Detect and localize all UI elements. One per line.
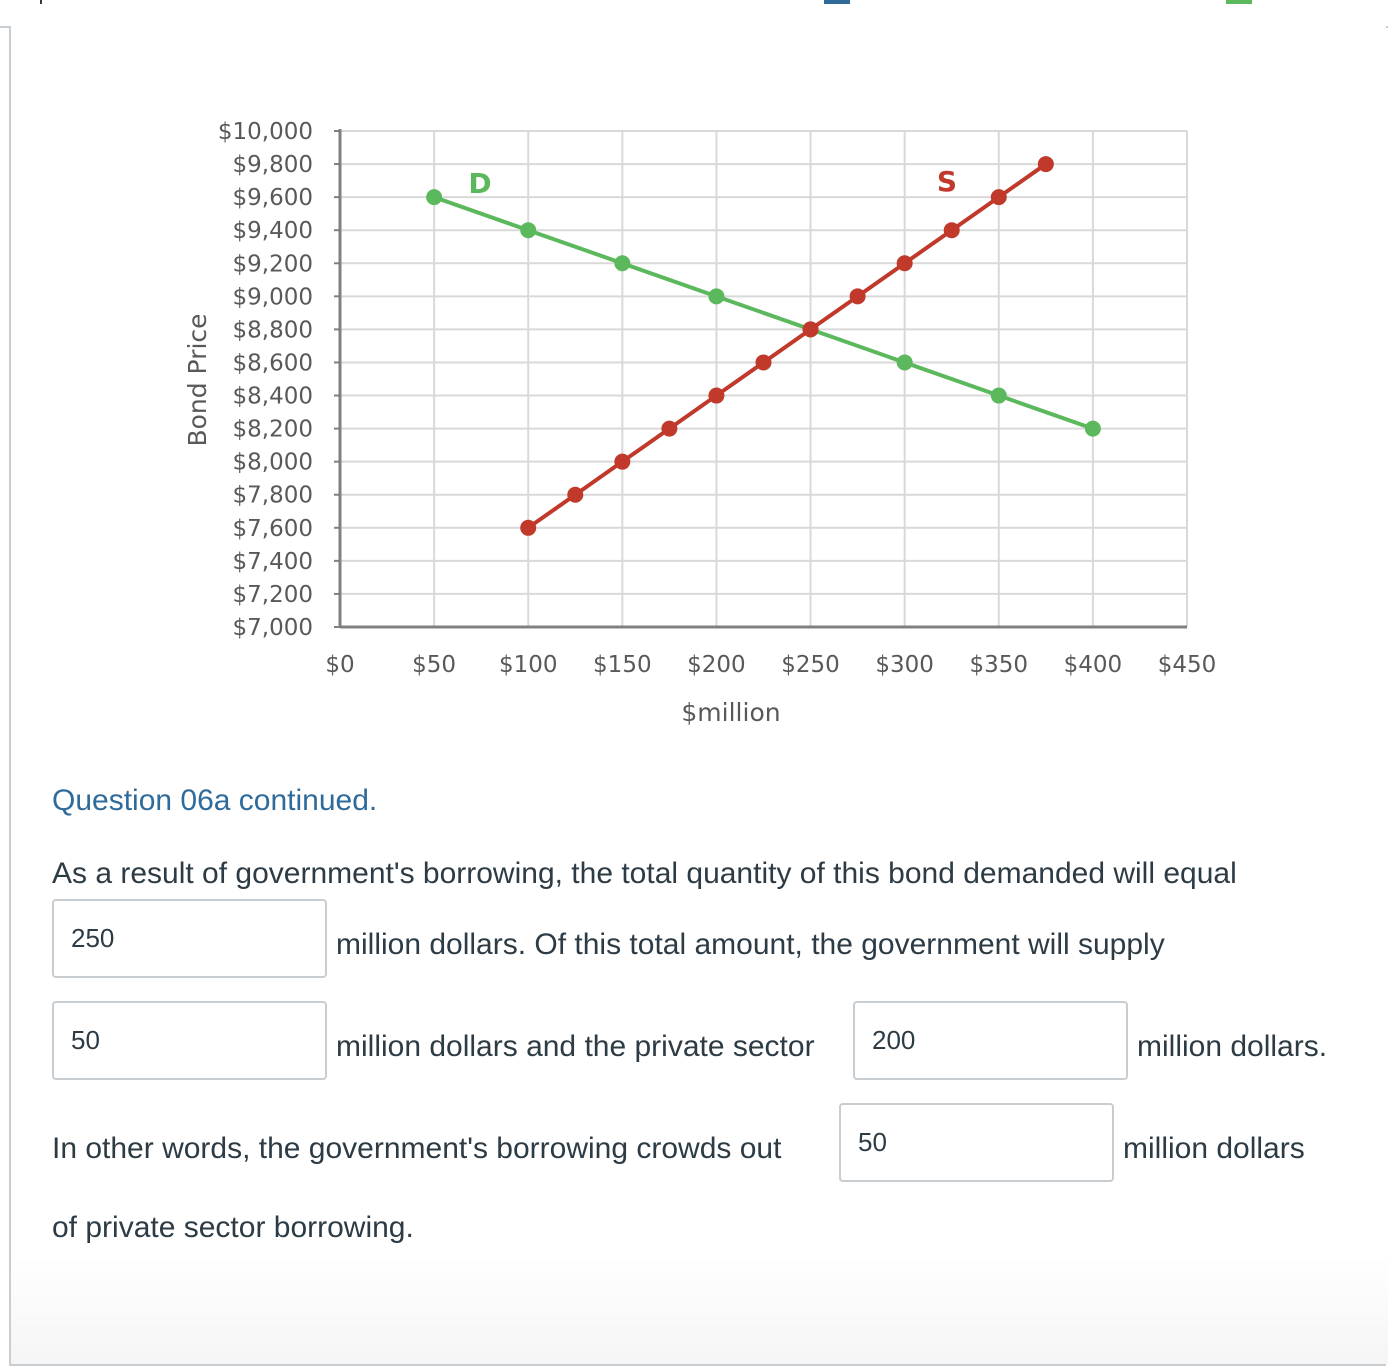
y-tick-label: $9,200 bbox=[232, 251, 313, 278]
x-tick-label: $200 bbox=[687, 652, 746, 678]
question-text-after-box-4: million dollars bbox=[1123, 1132, 1305, 1165]
y-tick-label: $7,400 bbox=[232, 548, 313, 575]
supply-point bbox=[756, 354, 772, 370]
demand-point bbox=[708, 288, 724, 304]
supply-point bbox=[567, 487, 583, 503]
question-text-after-box-1: million dollars. Of this total amount, the government will supply bbox=[336, 928, 1165, 961]
demand-point bbox=[897, 354, 913, 370]
x-axis-label: $million bbox=[681, 698, 781, 727]
x-tick-label: $300 bbox=[875, 652, 934, 678]
demand-point bbox=[520, 222, 536, 238]
x-tick-label: $50 bbox=[412, 652, 457, 678]
y-tick-label: $8,600 bbox=[232, 350, 313, 377]
crowded-out-answer[interactable]: 50 bbox=[839, 1103, 1114, 1182]
supply-point bbox=[661, 421, 677, 437]
x-tick-label: $400 bbox=[1063, 652, 1123, 678]
question-title: Question 06a continued. bbox=[52, 784, 378, 817]
y-tick-label: $9,800 bbox=[232, 152, 313, 179]
demand-point bbox=[426, 189, 442, 205]
x-tick-label: $0 bbox=[325, 652, 355, 678]
government-supply-answer[interactable]: 50 bbox=[52, 1001, 327, 1080]
question-last-line: of private sector borrowing. bbox=[52, 1211, 414, 1244]
y-tick-label: $9,000 bbox=[232, 284, 313, 311]
x-tick-label: $250 bbox=[781, 652, 840, 678]
y-tick-label: $8,000 bbox=[232, 449, 313, 476]
question-text-after-box-2: million dollars and the private sector bbox=[336, 1030, 815, 1063]
x-tick-label: $350 bbox=[969, 652, 1029, 678]
y-tick-label: $7,200 bbox=[232, 581, 313, 608]
supply-point bbox=[991, 189, 1007, 205]
supply-point bbox=[850, 288, 866, 304]
y-tick-label: $8,800 bbox=[232, 317, 313, 344]
y-axis-label: Bond Price bbox=[183, 313, 212, 447]
supply-curve-line bbox=[528, 164, 1046, 528]
y-tick-label: $8,200 bbox=[232, 416, 313, 443]
x-tick-label: $150 bbox=[593, 652, 652, 678]
y-tick-label: $8,400 bbox=[232, 383, 313, 410]
question-text-before-box-4: In other words, the government's borrowing crowds out bbox=[52, 1132, 782, 1165]
supply-point bbox=[1038, 156, 1054, 172]
question-line-1: As a result of government's borrowing, the total quantity of this bond demanded will equal bbox=[52, 857, 1237, 890]
supply-point bbox=[708, 388, 724, 404]
x-tick-label: $100 bbox=[498, 652, 558, 678]
demand-point bbox=[614, 255, 630, 271]
supply-point bbox=[944, 222, 960, 238]
y-tick-label: $7,600 bbox=[232, 515, 313, 542]
y-tick-label: $7,000 bbox=[232, 615, 313, 641]
demand-point bbox=[1085, 421, 1101, 437]
supply-point bbox=[520, 520, 536, 536]
question-text-after-box-3: million dollars. bbox=[1137, 1030, 1328, 1063]
supply-point bbox=[897, 255, 913, 271]
private-sector-answer[interactable]: 200 bbox=[853, 1001, 1128, 1080]
y-tick-label: $9,600 bbox=[232, 185, 313, 212]
supply-point bbox=[614, 454, 630, 470]
y-tick-label: $7,800 bbox=[232, 482, 313, 509]
chart-grid bbox=[340, 131, 1187, 627]
supply-point bbox=[803, 321, 819, 337]
y-tick-label: $10,000 bbox=[217, 119, 313, 145]
question-card-footer bbox=[11, 1256, 1388, 1364]
total-demanded-answer[interactable]: 250 bbox=[52, 899, 327, 978]
supply-curve-label: S bbox=[936, 165, 958, 198]
x-tick-label: $450 bbox=[1157, 652, 1217, 678]
demand-point bbox=[991, 388, 1007, 404]
demand-curve-label: D bbox=[468, 167, 492, 200]
y-tick-label: $9,400 bbox=[232, 218, 313, 245]
